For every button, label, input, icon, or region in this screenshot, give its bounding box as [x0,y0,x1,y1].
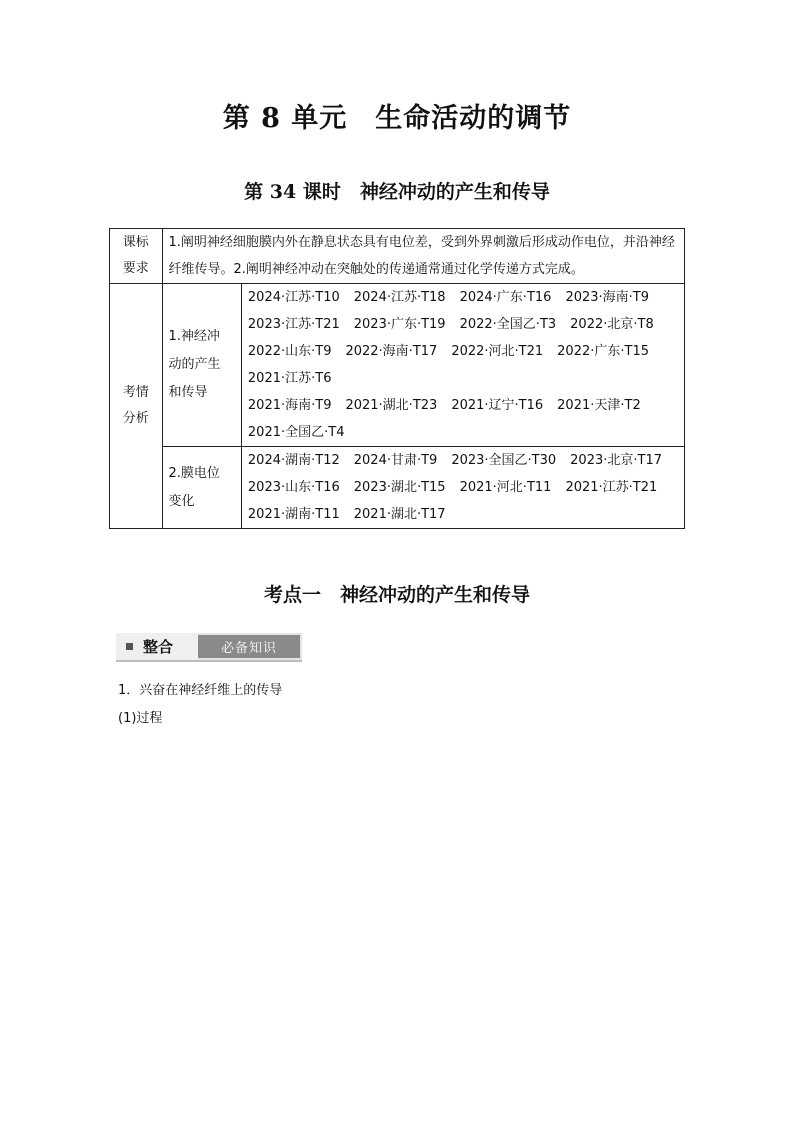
topic-exams-1 [241,284,684,447]
lesson-title: 第 34 课时 神经冲动的产生和传导 [244,181,550,203]
section-title: 考点一 神经冲动的产生和传导 [263,584,530,606]
square-bullet-icon [126,643,133,650]
exam-ref: 2021·湖北·T17 [353,507,446,522]
exam-ref: 2023·海南·T9 [565,290,649,305]
topic-name-line: 和传导 [168,385,208,400]
topic-name-line: 变化 [168,493,195,509]
exam-ref: 2023·江苏·T21 [247,317,340,332]
banner-right-label: 必备知识 [198,635,300,658]
curriculum-text: 1.阐明神经细胞膜内外在静息状态具有电位差，受到外界刺激后形成动作电位，并沿神经纤维传导。2.阐明神经冲动在突触处的传递通常通过化学传递方式完成。 [162,229,685,284]
curriculum-label-line2: 要求 [122,261,149,276]
exam-line [248,365,676,392]
exam-ref: 2021·河北·T11 [459,480,552,495]
exam-line [248,338,676,365]
curriculum-analysis-table [109,228,685,529]
exam-line [248,419,676,446]
exam-ref: 2022·山东·T9 [247,344,332,359]
exam-line [248,501,676,528]
exam-ref: 2023·广东·T19 [353,317,446,332]
analysis-row-1 [110,284,685,447]
unit-title: 第 8 单元 生命活动的调节 [222,103,572,134]
topic-exams-2 [241,447,684,529]
exam-ref: 2022·全国乙·T3 [459,317,557,332]
exam-ref: 2024·江苏·T18 [353,290,446,305]
banner-left [116,633,198,660]
exam-ref: 2023·全国乙·T30 [451,453,557,468]
section-banner [116,633,302,662]
exam-ref: 2022·北京·T8 [570,317,654,332]
exam-line [248,392,676,419]
exam-line [248,311,676,338]
curriculum-row [110,229,685,284]
exam-ref: 2021·江苏·T6 [247,371,332,386]
exam-ref: 2022·海南·T17 [345,344,438,359]
exam-ref: 2021·湖南·T11 [247,507,340,522]
exam-ref: 2021·江苏·T21 [565,480,658,495]
banner-left-label: 整合 [143,638,174,656]
topic-name-1 [162,284,241,447]
curriculum-label [110,229,163,284]
exam-ref: 2021·全国乙·T4 [247,425,345,440]
exam-ref: 2022·河北·T21 [451,344,544,359]
analysis-row-2 [110,447,685,529]
exam-ref: 2022·广东·T15 [557,344,649,359]
content-item-1-sub-1: (1)过程 [118,711,163,726]
topic-name-2 [162,447,241,529]
analysis-label [110,284,163,529]
exam-line [248,474,676,501]
exam-ref: 2023·湖北·T15 [353,480,446,495]
curriculum-label-line1: 课标 [122,235,149,250]
exam-ref: 2024·甘肃·T9 [353,453,438,468]
exam-ref: 2024·广东·T16 [459,290,552,305]
exam-ref: 2021·海南·T9 [247,398,332,413]
topic-name-line: 动的产生 [168,357,221,372]
topic-name-line: 2.膜电位 [168,465,220,481]
topic-name-line: 1.神经冲 [168,329,220,344]
exam-ref: 2021·天津·T2 [557,398,641,413]
exam-ref: 2021·湖北·T23 [345,398,438,413]
exam-ref: 2024·江苏·T10 [247,290,340,305]
analysis-label-line1: 考情 [122,385,149,400]
exam-ref: 2024·湖南·T12 [247,453,340,468]
content-item-1: 1．兴奋在神经纤维上的传导 [118,683,283,698]
exam-line [248,447,676,474]
exam-ref: 2023·北京·T17 [570,453,662,468]
exam-line [248,284,676,311]
exam-ref: 2021·辽宁·T16 [451,398,544,413]
analysis-label-line2: 分析 [122,411,149,426]
exam-ref: 2023·山东·T16 [247,480,340,495]
